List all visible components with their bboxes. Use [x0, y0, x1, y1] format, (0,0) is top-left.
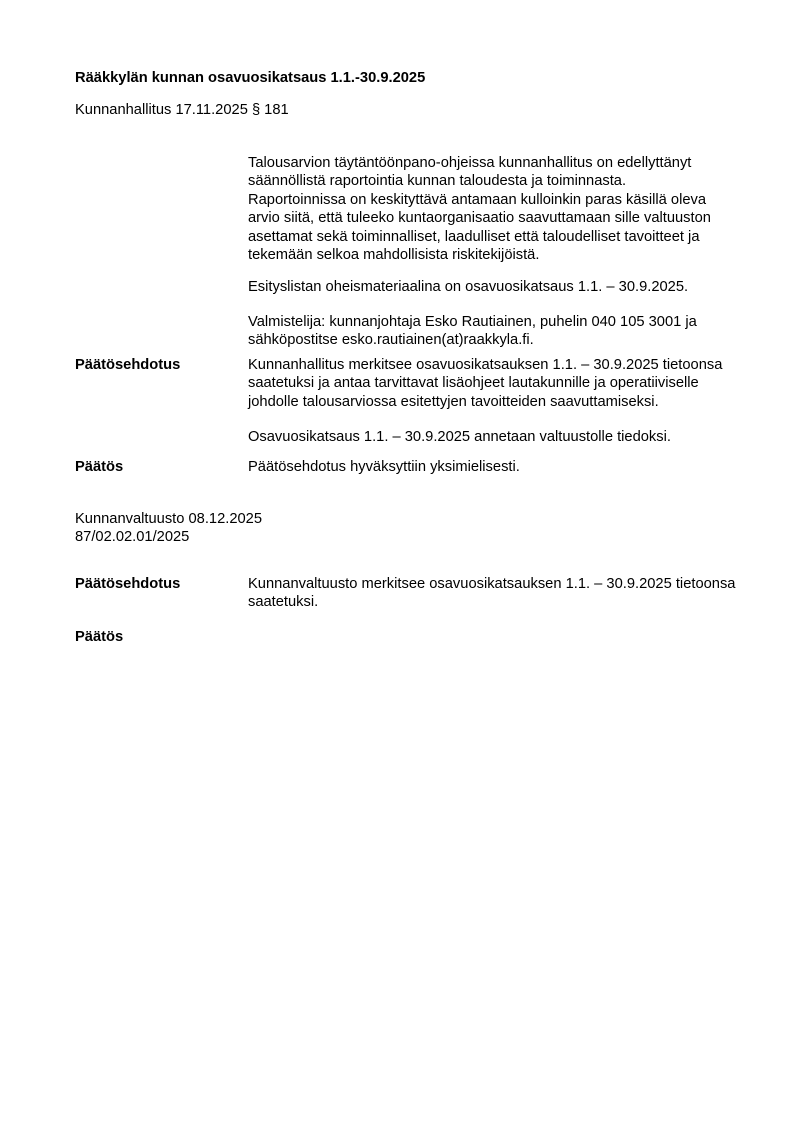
- council-decision-label: Päätös: [75, 629, 124, 645]
- board-decision-label: Päätös: [75, 459, 124, 475]
- document-title: Rääkkylän kunnan osavuosikatsaus 1.1.-30.9.2025: [75, 70, 426, 86]
- board-attachment-note: Esityslistan oheismateriaalina on osavuosikatsaus 1.1. – 30.9.2025.: [248, 279, 689, 295]
- board-intro-paragraph: Talousarvion täytäntöönpano-ohjeissa kunnanhallitus on edellyttänyt säännöllistä raportointia kunnan taloudesta ja toiminnasta. Raportoinnissa on keskityttävä antamaan kulloinkin paras käsillä oleva arvio siitä, että tuleeko kuntaorganisaatio saavuttamaan sille valtuuston asettamat sekä toiminnalliset, laadulliset että taloudelliset tavoitteet ja tekemään selkoa mahdollisista riskitekijöistä.: [248, 155, 711, 264]
- board-meeting-header: Kunnanhallitus 17.11.2025 § 181: [75, 102, 289, 118]
- board-proposal-addendum: Osavuosikatsaus 1.1. – 30.9.2025 annetaan valtuustolle tiedoksi.: [248, 429, 671, 445]
- council-proposal-label: Päätösehdotus: [75, 576, 181, 592]
- board-proposal-text: Kunnanhallitus merkitsee osavuosikatsauksen 1.1. – 30.9.2025 tietoonsa saatetuksi ja antaa tarvittavat lisäohjeet lautakunnille ja operatiiviselle johdolle talousarviossa esitettyjen tavoitteiden saavuttamiseksi.: [248, 357, 723, 410]
- council-meeting-header: Kunnanvaltuusto 08.12.2025: [75, 511, 263, 527]
- board-proposal-label: Päätösehdotus: [75, 357, 181, 373]
- council-proposal-text: Kunnanvaltuusto merkitsee osavuosikatsauksen 1.1. – 30.9.2025 tietoonsa saatetuksi.: [248, 576, 736, 611]
- council-case-number: 87/02.02.01/2025: [75, 529, 190, 545]
- board-preparer-note: Valmistelija: kunnanjohtaja Esko Rautiainen, puhelin 040 105 3001 ja sähköpostitse esko.rautiainen(at)raakkyla.fi.: [248, 314, 697, 349]
- board-decision-text: Päätösehdotus hyväksyttiin yksimielisesti.: [248, 459, 520, 475]
